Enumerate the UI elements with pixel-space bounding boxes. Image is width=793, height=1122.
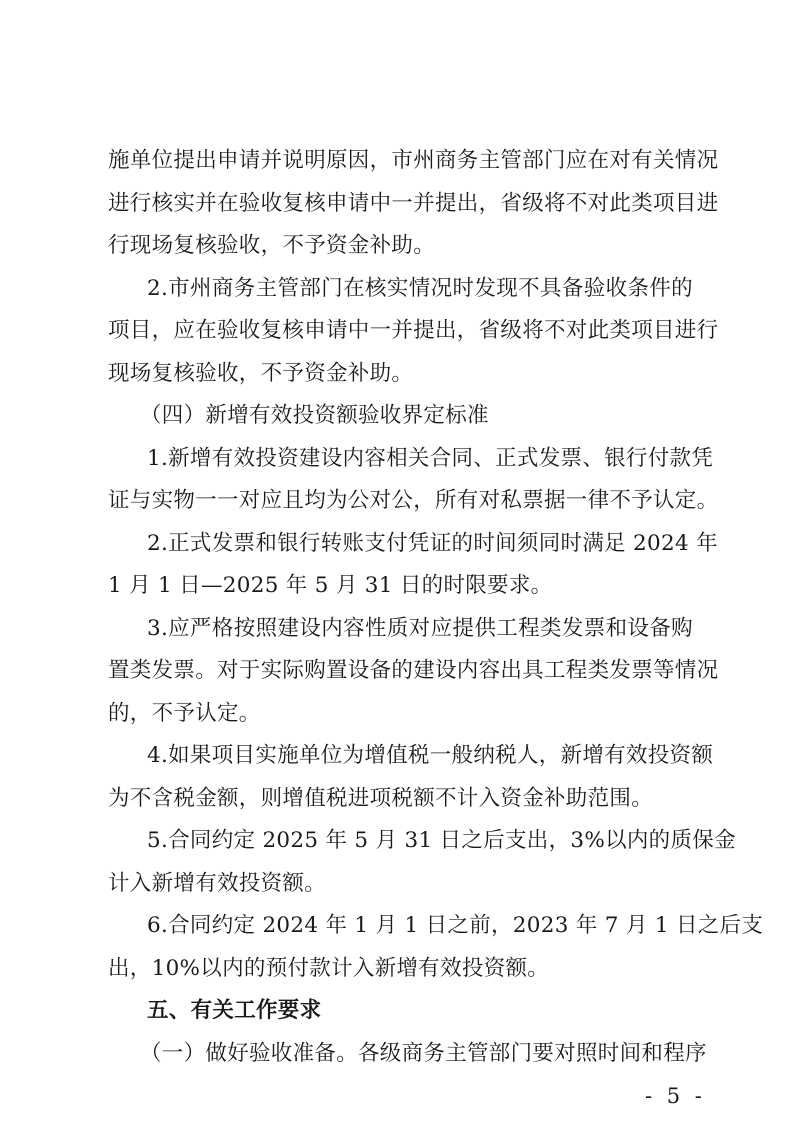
paragraph-line-8: 1.新增有效投资建设内容相关合同、正式发票、银行付款凭	[147, 446, 714, 471]
paragraph-line-16: 为不含税金额，则增值税进项税额不计入资金补助范围。	[108, 786, 654, 811]
paragraph-line-6: 现场复核验收，不予资金补助。	[108, 361, 414, 386]
paragraph-line-18: 计入新增有效投资额。	[108, 871, 327, 896]
paragraph-line-10: 2.正式发票和银行转账支付凭证的时间须同时满足 2024 年	[147, 531, 718, 556]
paragraph-line-22: （一）做好验收准备。各级商务主管部门要对照时间和程序	[140, 1041, 707, 1066]
paragraph-line-20: 出，10%以内的预付款计入新增有效投资额。	[108, 956, 550, 981]
paragraph-line-9: 证与实物一一对应且均为公对公，所有对私票据一律不予认定。	[108, 488, 719, 513]
paragraph-line-5: 项目，应在验收复核申请中一并提出，省级将不对此类项目进行	[108, 318, 719, 343]
paragraph-line-15: 4.如果项目实施单位为增值税一般纳税人，新增有效投资额	[147, 743, 714, 768]
paragraph-line-13: 置类发票。对于实际购置设备的建设内容出具工程类发票等情况	[108, 658, 719, 683]
paragraph-line-3: 行现场复核验收，不予资金补助。	[108, 233, 436, 258]
section-heading-four: （四）新增有效投资额验收界定标准	[140, 403, 489, 428]
section-heading-five: 五、有关工作要求	[147, 998, 322, 1023]
paragraph-line-17: 5.合同约定 2025 年 5 月 31 日之后支出，3%以内的质保金	[147, 828, 736, 853]
paragraph-line-2: 进行核实并在验收复核申请中一并提出，省级将不对此类项目进	[108, 191, 719, 216]
paragraph-line-12: 3.应严格按照建设内容性质对应提供工程类发票和设备购	[147, 616, 693, 641]
page-number: - 5 -	[645, 1084, 706, 1108]
paragraph-line-19: 6.合同约定 2024 年 1 月 1 日之前，2023 年 7 月 1 日之后支	[147, 913, 764, 938]
paragraph-line-11: 1 月 1 日—2025 年 5 月 31 日的时限要求。	[108, 573, 553, 598]
paragraph-line-14: 的，不予认定。	[108, 701, 261, 726]
paragraph-line-4: 2.市州商务主管部门在核实情况时发现不具备验收条件的	[147, 276, 693, 301]
paragraph-line-1: 施单位提出申请并说明原因，市州商务主管部门应在对有关情况	[108, 148, 719, 173]
